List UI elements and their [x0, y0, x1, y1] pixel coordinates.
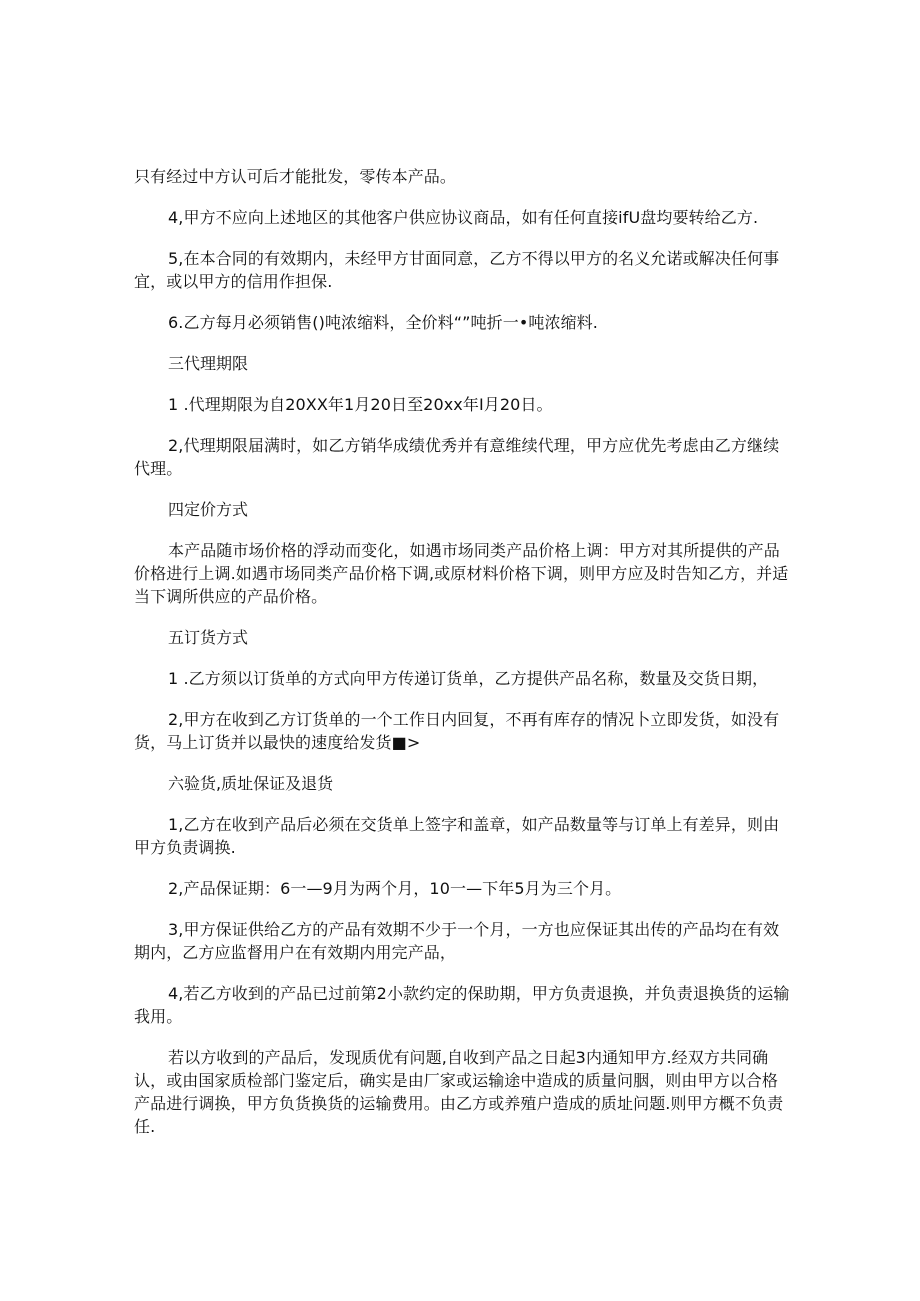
paragraph-continuation: 只有经过中方认可后才能批发，零传本产品。: [134, 167, 457, 186]
section-heading-ordering: 五订货方式: [168, 628, 249, 647]
inspection-clause-5: 若以方收到的产品后，发现质优有问题,自收到产品之日起3内通知甲方.经双方共同确认，或由国家质检部门鉴定后，确实是由厂家或运输途中造成的质量问胭，则由甲方以合格产品进行调换，甲方负货换货的运输费用。由乙方或养殖户造成的质址问题.则甲方概不负责任.: [134, 1048, 784, 1136]
inspection-clause-1: 1,乙方在收到产品后必须在交货单上签字和盖章，如产品数量等与订单上有差异，则由甲方负责调换.: [134, 815, 780, 857]
clause-5: 5,在本合同的有效期内，未经甲方甘面同意，乙方不得以甲方的名义允诺或解决任何事宜，或以甲方的信用作担保.: [134, 249, 780, 291]
document-body: [134, 165, 790, 1156]
section-heading-agency-term: 三代理期限: [168, 354, 249, 373]
inspection-clause-4: 4,若乙方收到的产品已过前第2小款约定的保助期，甲方负责退换，并负责退换货的运输我用。: [134, 984, 790, 1026]
inspection-clause-3: 3,甲方保证供给乙方的产品有效期不少于一个月，一方也应保证其出传的产品均在有效期内，乙方应监督用户在有效期内用完产品，: [134, 920, 780, 962]
ordering-clause-1: 1 .乙方须以订货单的方式向甲方传递订货单，乙方提供产品名称，数量及交货日期，: [168, 669, 769, 688]
inspection-clause-2: 2,产品保证期：6一—9月为两个月，10一—下年5月为三个月。: [168, 879, 622, 898]
agency-term-clause-1: 1 .代理期限为自20XX年1月20日至20xx年I月20日。: [168, 395, 553, 414]
section-heading-pricing: 四定价方式: [168, 500, 249, 519]
clause-6: 6.乙方每月必须销售()吨浓缩料，全价料“”吨折一•吨浓缩料.: [168, 313, 598, 332]
agency-term-clause-2: 2,代理期限届满时，如乙方销华成绩优秀并有意维续代理，甲方应优先考虑由乙方继续代理。: [134, 436, 780, 478]
ordering-clause-2: 2,甲方在收到乙方订货单的一个工作日内回复，不再有库存的情况卜立即发货，如没有货，马上订货并以最快的速度给发货■>: [134, 710, 780, 752]
section-heading-inspection: 六验货,质址保证及退货: [168, 774, 334, 793]
clause-4: 4,甲方不应向上述地区的其他客户供应协议商品，如有任何直接ifU盘均要转给乙方.: [168, 208, 759, 227]
pricing-paragraph: 本产品随市场价格的浮动而变化，如遇市场同类产品价格上调：甲方对其所提供的产品价格进行上调.如遇市场同类产品价格下调,或原材料价格下调，则甲方应及时告知乙方，并适当下调所供应的产品价格。: [134, 541, 789, 606]
